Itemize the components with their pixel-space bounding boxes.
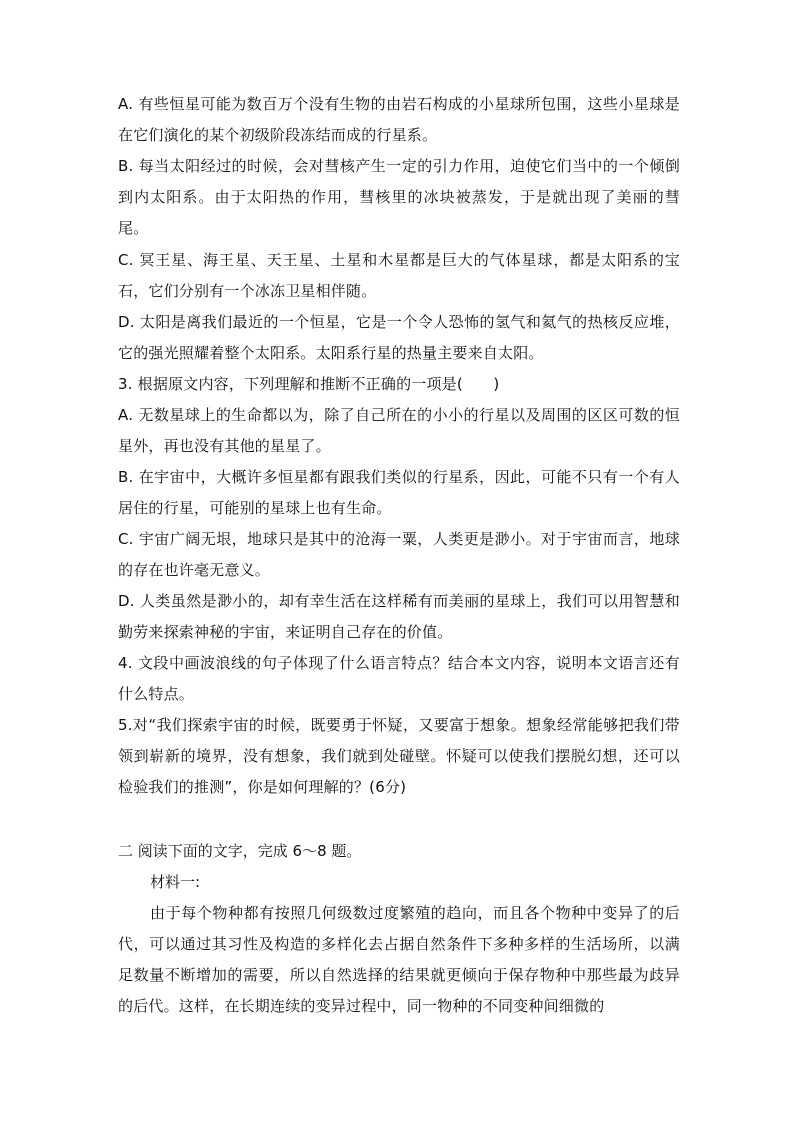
question-4: 4. 文段中画波浪线的句子体现了什么语言特点？结合本文内容，说明本文语言还有什么特点。 [118, 654, 680, 703]
option-d-q2: D. 太阳是离我们最近的一个恒星，它是一个令人恐怖的氢气和氦气的热核反应堆，它的强光照耀着整个太阳系。太阳系行星的热量主要来自太阳。 [118, 313, 680, 362]
question-5: 5.对“我们探索宇宙的时候，既要勇于怀疑，又要富于想象。想象经常能够把我们带领到崭新的境界，没有想象，我们就到处碰壁。怀疑可以使我们摆脱幻想，还可以检验我们的推测”，你是如何理解的？(6分) [118, 716, 680, 796]
material-1-paragraph: 由于每个物种都有按照几何级数过度繁殖的趋向，而且各个物种中变异了的后代，可以通过其习性及构造的多样化去占据自然条件下多种多样的生活场所，以满足数量不断增加的需要，所以自然选择的结果就更倾向于保存物种中那些最为歧异的后代。这样，在长期连续的变异过程中，同一物种的不同变种间细微的 [118, 904, 680, 1015]
option-b-q3: B. 在宇宙中，大概许多恒星都有跟我们类似的行星系，因此，可能不只有一个有人居住的行星，可能别的星球上也有生命。 [118, 468, 680, 517]
option-c-q2: C. 冥王星、海王星、天王星、土星和木星都是巨大的气体星球，都是太阳系的宝石，它们分别有一个冰冻卫星相伴随。 [118, 251, 680, 300]
section-2-heading: 二 阅读下面的文字，完成 6～8 题。 [118, 842, 362, 860]
question-3: 3. 根据原文内容，下列理解和推断不正确的一项是( ) [118, 375, 500, 393]
option-c-q3: C. 宇宙广阔无垠，地球只是其中的沧海一粟，人类更是渺小。对于宇宙而言，地球的存在也许毫无意义。 [118, 530, 680, 579]
option-d-q3: D. 人类虽然是渺小的，却有幸生活在这样稀有而美丽的星球上，我们可以用智慧和勤劳来探索神秘的宇宙，来证明自己存在的价值。 [118, 592, 680, 641]
option-b-q2: B. 每当太阳经过的时候，会对彗核产生一定的引力作用，迫使它们当中的一个倾倒到内太阳系。由于太阳热的作用，彗核里的冰块被蒸发，于是就出现了美丽的彗尾。 [118, 157, 680, 237]
option-a-q3: A. 无数星球上的生命都以为，除了自己所在的小小的行星以及周围的区区可数的恒星外，再也没有其他的星星了。 [118, 406, 680, 455]
option-a-q2: A. 有些恒星可能为数百万个没有生物的由岩石构成的小星球所包围，这些小星球是在它们演化的某个初级阶段冻结而成的行星系。 [118, 95, 680, 144]
material-1-label: 材料一: [150, 873, 201, 891]
